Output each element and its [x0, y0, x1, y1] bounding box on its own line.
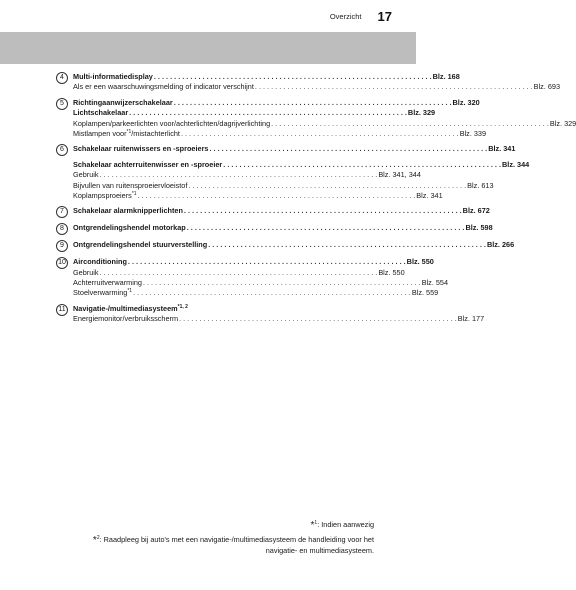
entry-11: [56, 303, 485, 325]
entry-9: [56, 240, 515, 252]
header-band: [0, 32, 416, 64]
overview-list: [56, 72, 576, 325]
footnote-ref: *1: [127, 288, 133, 295]
entry-line: [73, 240, 515, 250]
entry-number: 11: [56, 304, 68, 316]
dot-leader: [209, 144, 487, 154]
entry-4: [56, 72, 561, 93]
entry-text: Gebruik: [73, 267, 99, 277]
page-ref: Blz. 341: [488, 144, 516, 154]
entry-6: [56, 144, 530, 201]
entry-line: [73, 108, 436, 118]
entry-text: Achterruitverwarming: [73, 278, 142, 288]
entry-line: [73, 288, 439, 298]
entry-line: [73, 159, 530, 170]
entry-line: [73, 144, 516, 154]
dot-leader: [128, 257, 406, 267]
page-ref: Blz. 329: [407, 108, 436, 118]
page-ref: Blz. 168: [432, 72, 460, 81]
entry-7: [56, 206, 490, 218]
entry-line: [73, 97, 480, 108]
page-ref: Blz. 554: [421, 278, 449, 288]
page-ref: Blz. 341: [416, 190, 443, 200]
entry-text: Gebruik: [73, 170, 99, 180]
entry-number: 6: [56, 144, 68, 156]
entry-text: Schakelaar ruitenwissers en -sproeiers: [73, 144, 209, 154]
entry-line: [73, 128, 487, 139]
footnote-2-mark: *: [92, 535, 97, 546]
entry-text: Ontgrendelingshendel motorkap: [73, 223, 186, 233]
entry-line: [73, 257, 434, 267]
entry-10: [56, 257, 449, 299]
section-title: Overzicht: [329, 11, 362, 21]
footnote-ref: *1: [126, 128, 132, 135]
dot-leader: [129, 108, 407, 118]
entry-number: 5: [56, 98, 68, 110]
footnote-ref: *1: [131, 190, 137, 197]
entry-text: Als er een waarschuwingsmelding of indicator verschijnt: [73, 82, 254, 92]
page-ref: Blz. 550: [406, 257, 434, 267]
entry-text: Mistlampen voor: [73, 128, 127, 138]
entry-text-cont: /mistachterlicht: [131, 128, 180, 138]
entry-number: 7: [56, 206, 68, 218]
entry-text: Airconditioning: [73, 257, 127, 267]
entry-text: Multi-informatiedisplay: [73, 72, 153, 81]
entry-text: Richtingaanwijzerschakelaar: [73, 97, 173, 107]
entry-text: Koplampen/parkeerlichten voor/achterlichten/dagrijverlichting: [73, 118, 271, 128]
dot-leader: [271, 119, 549, 129]
footnote-2-text: : Raadpleeg bij auto's met een navigatie-/multimediasysteem de handleiding voor het: [99, 535, 374, 544]
dot-leader: [188, 181, 466, 191]
page-ref: Blz. 559: [411, 288, 439, 298]
entry-line: [73, 72, 460, 82]
footnote-1: *$^1$: Indien aanwezig: [310, 520, 374, 531]
dot-leader: [184, 206, 462, 216]
entry-line: [73, 278, 449, 288]
page-ref: Blz. 320: [452, 97, 480, 107]
dot-leader: [154, 72, 432, 82]
entry-text: Ontgrendelingshendel stuurverstelling: [73, 240, 208, 250]
entry-text: Navigatie-/multimediasysteem: [73, 303, 178, 313]
page-ref: Blz. 550: [378, 267, 405, 277]
entry-number: 9: [56, 240, 68, 252]
dot-leader: [187, 223, 465, 233]
entry-8: [56, 223, 493, 235]
entry-text: Schakelaar achterruitenwisser en -sproeier: [73, 159, 223, 169]
page-ref: Blz. 613: [467, 180, 494, 190]
entry-text: Bijvullen van ruitensproeiervloeistof: [73, 180, 188, 190]
entry-line: [73, 304, 360, 314]
dot-leader: [223, 160, 501, 170]
entry-text: Energiemonitor/verbruiksscherm: [73, 314, 179, 324]
page-header: [0, 0, 416, 32]
page-ref: Blz. 266: [486, 240, 515, 250]
entry-line: [73, 170, 421, 180]
entry-number: 10: [56, 257, 68, 269]
page-ref: Blz. 339: [459, 128, 487, 138]
dot-leader: [100, 268, 378, 278]
dot-leader: [133, 288, 411, 298]
page-ref: Blz. 177: [457, 314, 485, 324]
footnote-ref: *1, 2: [177, 303, 188, 310]
entry-line: [73, 314, 485, 324]
entry-number: 8: [56, 223, 68, 235]
entry-line: [73, 180, 494, 191]
dot-leader: [174, 98, 452, 108]
dot-leader: [181, 129, 459, 139]
dot-leader: [143, 278, 421, 288]
entry-text: Stoelverwarming: [73, 288, 128, 298]
page-ref: Blz. 693: [533, 82, 561, 92]
dot-leader: [255, 82, 533, 92]
dot-leader: [138, 191, 416, 201]
footnote-1-text: : Indien aanwezig: [317, 520, 374, 529]
page-ref: Blz. 344: [502, 159, 530, 169]
entry-line: [73, 118, 576, 129]
page-ref: Blz. 341, 344: [378, 170, 421, 180]
dot-leader: [208, 240, 486, 250]
entry-text: Lichtschakelaar: [73, 108, 129, 118]
page-number: 17: [377, 8, 392, 24]
entry-line: [73, 223, 493, 233]
page-ref: Blz. 672: [462, 206, 490, 216]
page-ref: Blz. 598: [465, 223, 493, 233]
footnote-2-text-cont: navigatie- en multimediasysteem.: [265, 546, 374, 556]
entry-text: Koplampsproeiers: [73, 190, 132, 200]
footnote-2: *$^2$: Raadpleeg bij auto's met een navigatie-/multimediasysteem de handleiding voor het navigatie- en multimediasysteem.: [40, 533, 374, 557]
entry-text: Schakelaar alarmknipperlichten: [73, 206, 183, 216]
page-ref: Blz. 329: [549, 118, 576, 128]
entry-line: [73, 190, 443, 201]
dot-leader: [100, 170, 378, 180]
entry-line: [73, 206, 490, 216]
footnote-1-mark: *: [310, 520, 315, 531]
entry-line: [73, 82, 561, 92]
dot-leader: [179, 314, 457, 324]
entry-5: [56, 97, 576, 140]
entry-number: 4: [56, 72, 68, 84]
entry-line: [73, 267, 405, 278]
